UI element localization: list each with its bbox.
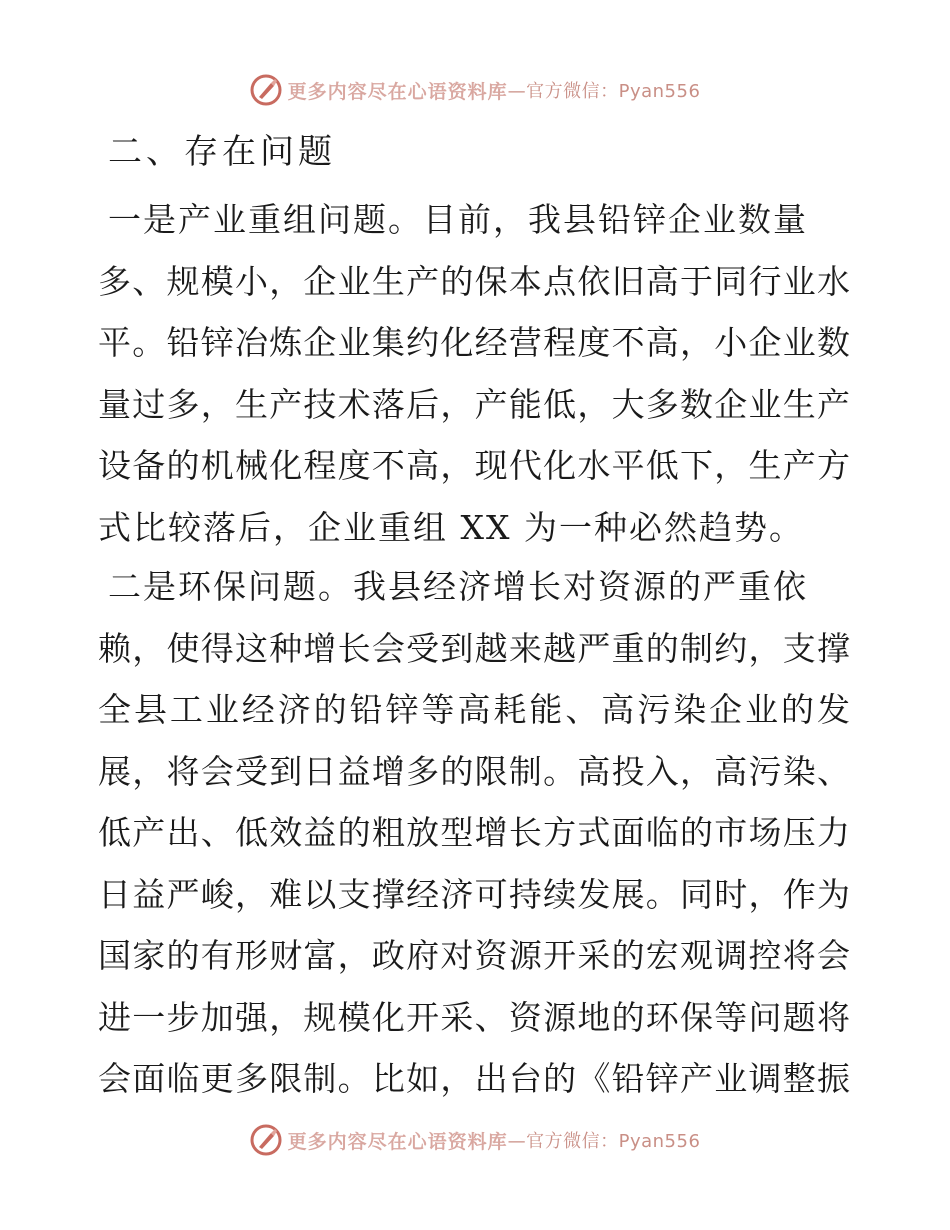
watermark-wechat: —官方微信：Pyan556 [507,81,701,102]
section-heading: 二、存在问题 [108,132,336,172]
quill-logo-icon [250,1124,282,1156]
text-line: 赖，使得这种增长会受到越来越严重的制约，支撑 [98,628,850,668]
paragraph-industry-restructuring [98,189,850,558]
text-line: 展，将会受到日益增多的限制。高投入，高污染、 [98,751,850,791]
paragraph-environmental-protection [98,556,850,1110]
text-line: 多、规模小，企业生产的保本点依旧高于同行业水 [98,261,850,301]
watermark-banner-bottom [0,1120,950,1160]
text-line: 会面临更多限制。比如，出台的《铅锌产业调整振 [98,1059,850,1098]
text-line: 国家的有形财富，政府对资源开采的宏观调控将会 [98,936,850,975]
watermark-banner-top [0,70,950,110]
text-line: 量过多，生产技术落后，产能低，大多数企业生产 [98,384,850,424]
watermark-brand: 更多内容尽在心语资料库 [287,1130,508,1153]
text-line: 一是产业重组问题。目前，我县铅锌企业数量 [108,200,808,239]
text-line: 设备的机械化程度不高，现代化水平低下，生产方 [98,446,850,485]
text-line: 平。铅锌冶炼企业集约化经营程度不高，小企业数 [98,323,850,362]
watermark-wechat: —官方微信：Pyan556 [507,1131,701,1152]
text-line: 全县工业经济的铅锌等高耗能、高污染企业的发 [98,690,850,729]
text-line: 低产出、低效益的粗放型增长方式面临的市场压力 [98,813,850,852]
text-line: 日益严峻，难以支撑经济可持续发展。同时，作为 [98,874,850,914]
text-line: 式比较落后，企业重组 XX 为一种必然趋势。 [98,507,804,547]
text-line: 二是环保问题。我县经济增长对资源的严重依 [108,567,808,606]
quill-logo-icon [250,74,282,106]
text-line: 进一步加强，规模化开采、资源地的环保等问题将 [98,997,850,1037]
watermark-brand: 更多内容尽在心语资料库 [287,80,508,103]
